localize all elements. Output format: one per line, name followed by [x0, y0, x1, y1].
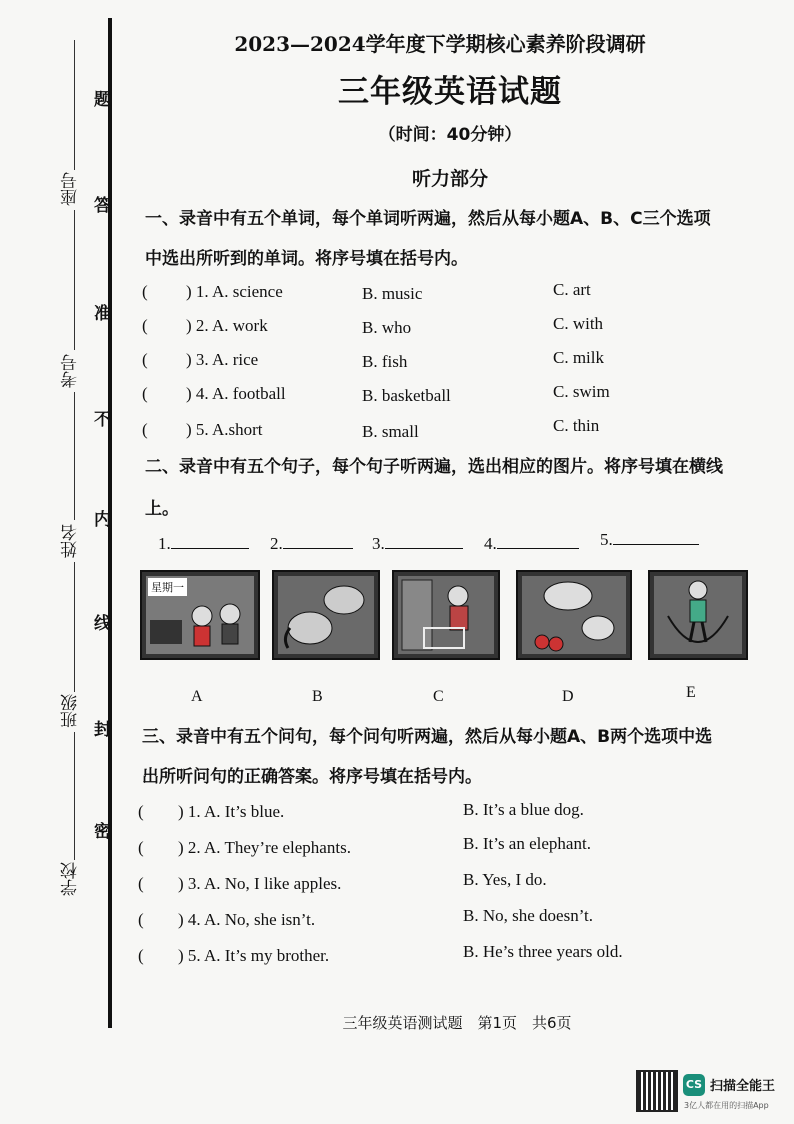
option-b: B. No, she doesn’t. [463, 906, 594, 925]
option-a: ) 2. A. work [186, 316, 268, 335]
seal-char: 准 [90, 304, 110, 323]
camscanner-logo: CS [683, 1074, 705, 1096]
shopping-girl-illustration [398, 576, 494, 654]
answer-blank-2[interactable] [270, 534, 353, 554]
school-label: 学校 [61, 862, 81, 896]
part3-instruction-cont: 出所听问句的正确答案。将序号填在括号内。 [142, 767, 482, 787]
option-c: C. milk [553, 348, 605, 367]
answer-blank-3[interactable] [372, 534, 463, 554]
part1-question-5 [142, 420, 263, 440]
part2-instruction-cont: 上。 [145, 499, 179, 519]
side-underline [74, 732, 75, 860]
option-a: ) 4. A. football [186, 384, 286, 403]
picture-label-e: E [686, 684, 696, 701]
side-underline [74, 40, 75, 170]
scanner-tagline: 3亿人都在用的扫描App [684, 1101, 769, 1110]
exam-time: （时间：40分钟） [378, 125, 522, 145]
part3-question-5 [138, 946, 329, 966]
seal-char: 密 [90, 822, 110, 841]
children-playing-illustration [146, 576, 254, 654]
option-b: B. who [362, 318, 412, 337]
part3-question-3 [138, 874, 341, 894]
part1-question-4 [142, 384, 286, 404]
blank-number: 3. [372, 534, 385, 553]
scanner-brand: 扫描全能王 [710, 1079, 776, 1094]
seal-char: 题 [90, 90, 110, 109]
picture-label-d: D [562, 688, 574, 705]
seal-char: 答 [90, 196, 110, 215]
option-a: ) 1. A. science [186, 282, 283, 301]
answer-paren[interactable]: ( [142, 316, 148, 335]
seal-char: 线 [90, 614, 110, 633]
option-a: ) 2. A. They’re elephants. [178, 838, 351, 857]
picture-c [392, 570, 500, 660]
option-b: B. It’s a blue dog. [463, 800, 584, 819]
side-underline [74, 562, 75, 692]
elephants-illustration [278, 576, 374, 654]
answer-paren[interactable]: ( [142, 282, 148, 301]
picture-d [516, 570, 632, 660]
side-underline [74, 210, 75, 350]
option-b: B. basketball [362, 386, 451, 405]
dog-apples-illustration [522, 576, 626, 654]
answer-paren[interactable]: ( [138, 946, 144, 965]
seal-char: 内 [90, 510, 110, 529]
answer-paren[interactable]: ( [138, 874, 144, 893]
option-a: ) 4. A. No, she isn’t. [178, 910, 316, 929]
answer-paren[interactable]: ( [142, 350, 148, 369]
option-c: C. thin [553, 416, 600, 435]
picture-a [140, 570, 260, 660]
option-a: ) 3. A. rice [186, 350, 259, 369]
part1-question-1 [142, 282, 283, 302]
option-b: B. It’s an elephant. [463, 834, 591, 853]
answer-blank-1[interactable] [158, 534, 249, 554]
option-c: C. art [553, 280, 591, 299]
part1-instruction: 一、录音中有五个单词，每个单词听两遍，然后从每小题A、B、C三个选项 [145, 209, 711, 229]
seal-char: 封 [90, 720, 110, 739]
option-c: C. swim [553, 382, 610, 401]
section-title: 听力部分 [411, 168, 488, 190]
answer-paren[interactable]: ( [138, 802, 144, 821]
option-a: ) 5. A. It’s my brother. [178, 946, 330, 965]
picture-label-b: B [312, 688, 323, 705]
picture-label-c: C [433, 688, 444, 705]
option-b: B. Yes, I do. [463, 870, 547, 889]
option-c: C. with [553, 314, 604, 333]
answer-blank-5[interactable] [600, 530, 699, 550]
option-b: B. small [362, 422, 419, 441]
side-underline [74, 392, 75, 520]
option-b: B. fish [362, 352, 408, 371]
picture-b [272, 570, 380, 660]
blank-number: 2. [270, 534, 283, 553]
seat-number-label: 座号 [61, 172, 81, 206]
picture-label-a: A [191, 688, 203, 705]
part2-instruction: 二、录音中有五个句子，每个句子听两遍，选出相应的图片。将序号填在横线 [145, 457, 723, 477]
exam-main-title: 三年级英语试题 [338, 74, 562, 110]
page-footer: 三年级英语测试题 第1页 共6页 [342, 1014, 572, 1032]
blank-number: 5. [600, 530, 613, 549]
answer-paren[interactable]: ( [138, 910, 144, 929]
option-a: ) 5. A.short [186, 420, 263, 439]
answer-paren[interactable]: ( [138, 838, 144, 857]
name-label: 姓名 [61, 524, 81, 558]
seal-char: 不 [90, 410, 110, 429]
picture-e [648, 570, 748, 660]
class-label: 班级 [61, 694, 81, 728]
answer-paren[interactable]: ( [142, 420, 148, 439]
option-a: ) 3. A. No, I like apples. [178, 874, 342, 893]
exam-number-label: 考号 [61, 354, 81, 388]
part1-instruction-cont: 中选出所听到的单词。将序号填在括号内。 [145, 249, 468, 269]
exam-period-title: 2023—2024学年度下学期核心素养阶段调研 [234, 32, 646, 56]
part1-question-2 [142, 316, 268, 336]
option-a: ) 1. A. It’s blue. [178, 802, 285, 821]
girl-jumping-rope-illustration [654, 576, 742, 654]
part3-question-4 [138, 910, 315, 930]
option-b: B. He’s three years old. [463, 942, 623, 961]
part3-question-1 [138, 802, 284, 822]
qr-code-icon [636, 1070, 678, 1112]
part1-question-3 [142, 350, 258, 370]
blank-number: 4. [484, 534, 497, 553]
answer-blank-4[interactable] [484, 534, 579, 554]
blank-number: 1. [158, 534, 171, 553]
part3-instruction: 三、录音中有五个问句，每个问句听两遍，然后从每小题A、B两个选项中选 [142, 727, 713, 747]
answer-paren[interactable]: ( [142, 384, 148, 403]
option-b: B. music [362, 284, 423, 303]
part3-question-2 [138, 838, 351, 858]
picture-a-caption: 星期一 [148, 578, 187, 596]
